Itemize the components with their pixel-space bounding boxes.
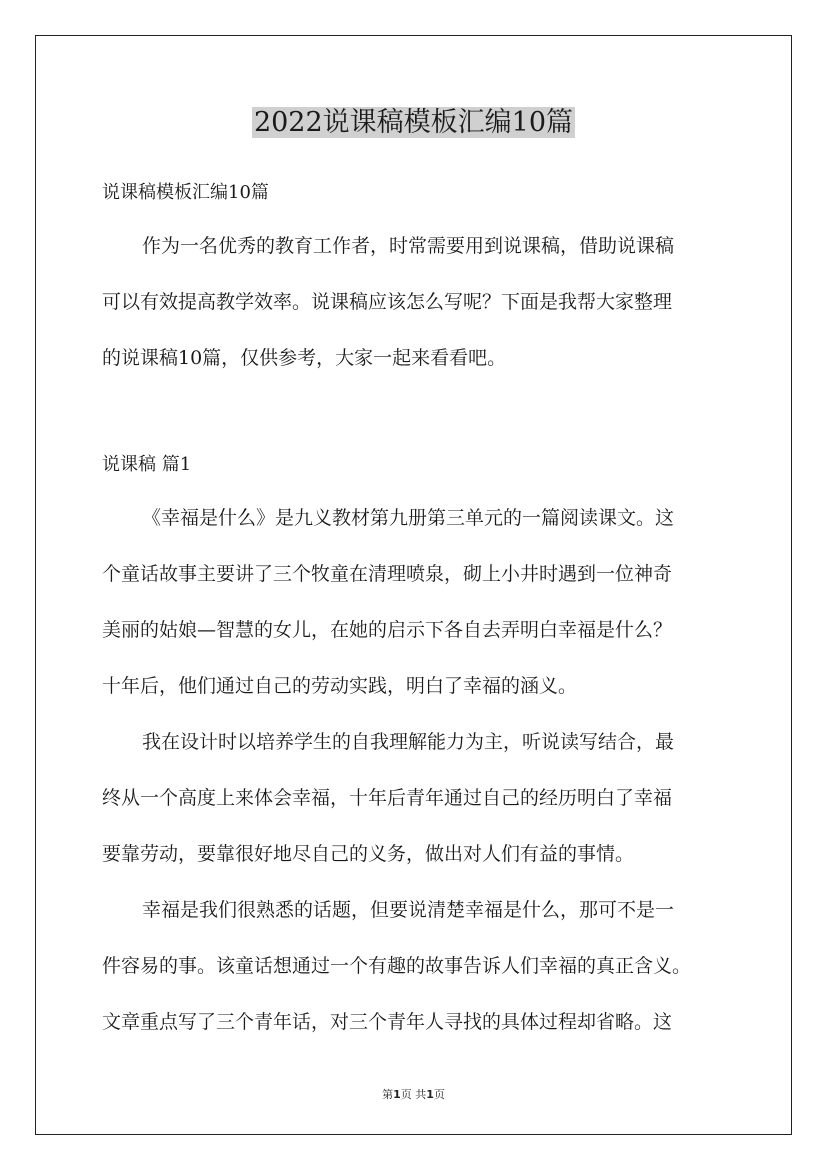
document-subtitle: 说课稿模板汇编10篇 <box>102 182 269 203</box>
para2-line-3: 要靠劳动，要靠很好地尽自己的义务，做出对人们有益的事情。 <box>102 843 635 865</box>
para1-line-3: 美丽的姑娘—智慧的女儿，在她的启示下各自去弄明白幸福是什么？ <box>102 619 673 641</box>
footer-prefix: 第 <box>382 1088 394 1101</box>
document-title <box>0 103 827 143</box>
footer-total-pages: 1 <box>426 1088 434 1101</box>
para3-line-1: 幸福是我们很熟悉的话题，但要说清楚幸福是什么，那可不是一 <box>142 899 675 921</box>
page-footer <box>0 1086 827 1102</box>
footer-page-number: 1 <box>393 1088 401 1101</box>
para2-line-1: 我在设计时以培养学生的自我理解能力为主，听说读写结合，最 <box>142 731 675 753</box>
intro-paragraph <box>102 218 742 386</box>
para1-line-1: 《幸福是什么》是九义教材第九册第三单元的一篇阅读课文。这 <box>142 507 675 529</box>
footer-mid: 页 共 <box>400 1088 427 1101</box>
paragraph-1 <box>102 490 742 1050</box>
intro-line-1: 作为一名优秀的教育工作者，时常需要用到说课稿，借助说课稿 <box>142 235 675 257</box>
intro-line-2: 可以有效提高教学效率。说课稿应该怎么写呢？下面是我帮大家整理 <box>102 291 673 313</box>
para1-line-2: 个童话故事主要讲了三个牧童在清理喷泉，砌上小井时遇到一位神奇 <box>102 563 673 585</box>
intro-line-3: 的说课稿10篇，仅供参考，大家一起来看看吧。 <box>102 347 507 369</box>
para3-line-3: 文章重点写了三个青年话，对三个青年人寻找的具体过程却省略。这 <box>102 1011 673 1033</box>
para3-line-2: 件容易的事。该童话想通过一个有趣的故事告诉人们幸福的真正含义。 <box>102 955 692 977</box>
section-heading: 说课稿 篇1 <box>102 454 192 475</box>
para2-line-2: 终从一个高度上来体会幸福，十年后青年通过自己的经历明白了幸福 <box>102 787 673 809</box>
document-title-text: 2022说课稿模板汇编10篇 <box>253 107 574 138</box>
footer-suffix: 页 <box>433 1088 445 1101</box>
para1-line-4: 十年后，他们通过自己的劳动实践，明白了幸福的涵义。 <box>102 675 578 697</box>
